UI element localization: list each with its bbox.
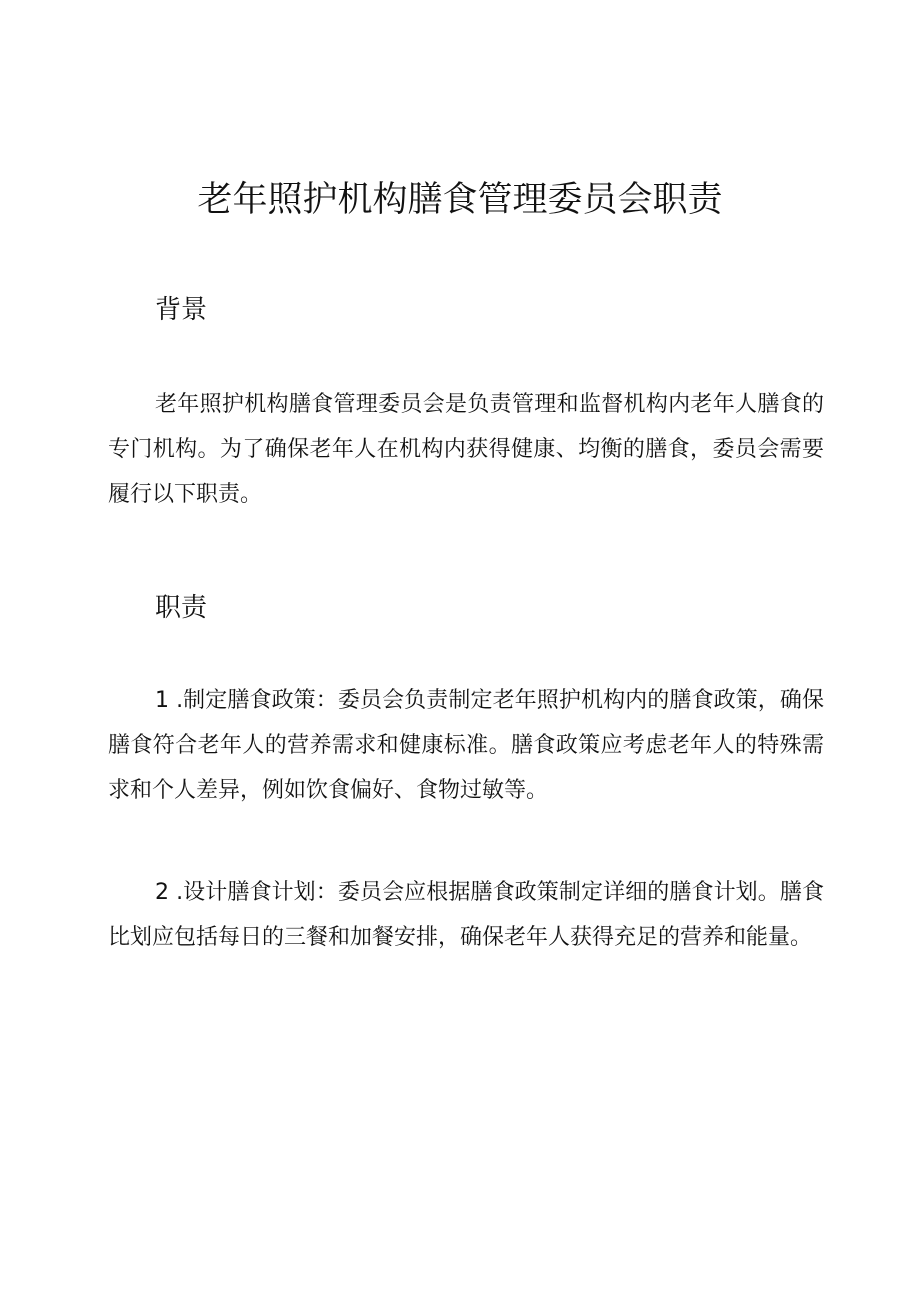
document-title: 老年照护机构膳食管理委员会职责 bbox=[197, 180, 723, 220]
duty-item-2: 2 .设计膳食计划：委员会应根据膳食政策制定详细的膳食计划。膳食比划应包括每日的三餐和加餐安排，确保老年人获得充足的营养和能量。 bbox=[108, 880, 824, 950]
section-heading-background: 背景 bbox=[155, 295, 208, 325]
background-paragraph: 老年照护机构膳食管理委员会是负责管理和监督机构内老年人膳食的专门机构。为了确保老年人在机构内获得健康、均衡的膳食，委员会需要履行以下职责。 bbox=[108, 392, 824, 507]
duty-item-1: 1 .制定膳食政策：委员会负责制定老年照护机构内的膳食政策，确保膳食符合老年人的营养需求和健康标准。膳食政策应考虑老年人的特殊需求和个人差异，例如饮食偏好、食物过敏等。 bbox=[108, 688, 824, 803]
section-heading-duties: 职责 bbox=[155, 593, 208, 623]
